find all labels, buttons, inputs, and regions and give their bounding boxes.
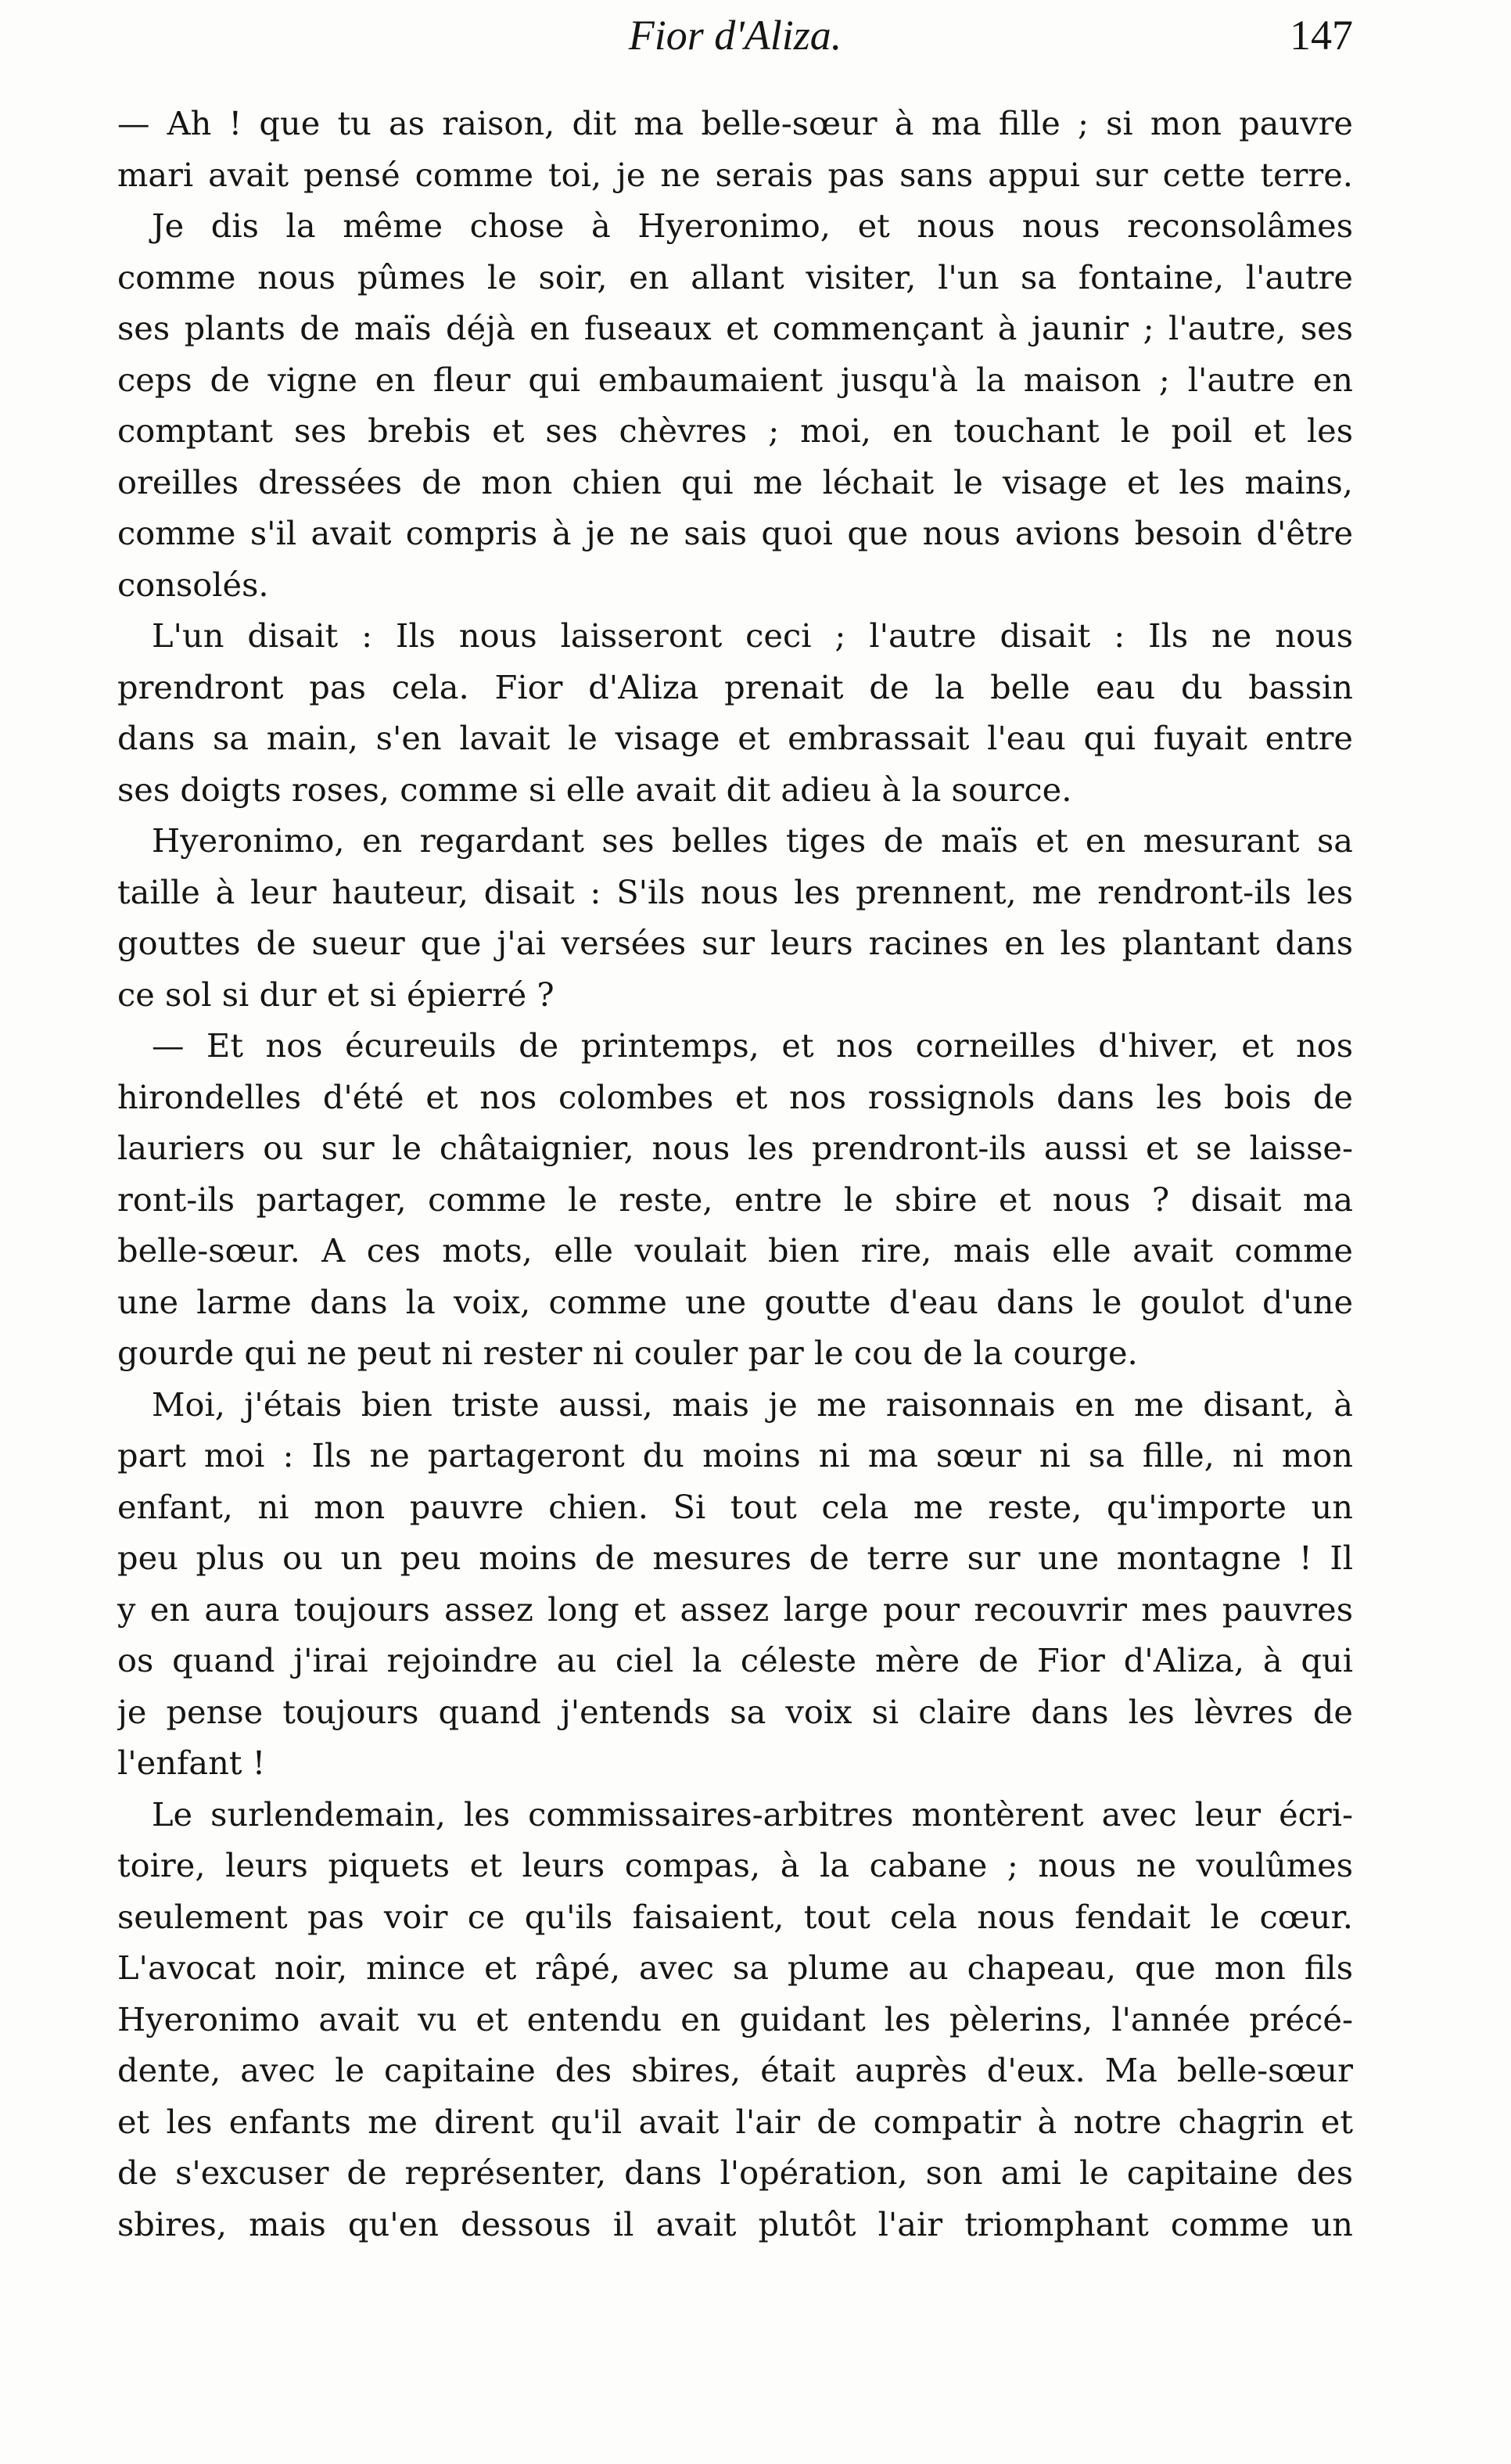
text-line: l'enfant ! <box>117 1744 266 1782</box>
text-line: une larme dans la voix, comme une goutte d'eau dans le goulot d'une <box>117 1282 1353 1321</box>
text-line: Hyeronimo avait vu et entendu en guidant les pèlerins, l'année précé- <box>117 1999 1353 2038</box>
text-line: sbires, mais qu'en dessous il avait plutôt l'air triomphant comme un <box>117 2204 1353 2243</box>
text-line: ses doigts roses, comme si elle avait dit adieu à la source. <box>117 770 1072 809</box>
text-line: L'un disait : Ils nous laisseront ceci ; l'autre disait : Ils ne nous <box>152 616 1353 655</box>
text-line: belle-sœur. A ces mots, elle voulait bien rire, mais elle avait comme <box>117 1231 1353 1270</box>
text-line: Je dis la même chose à Hyeronimo, et nous nous reconsolâmes <box>152 207 1353 245</box>
text-line: enfant, ni mon pauvre chien. Si tout cela me reste, qu'importe un <box>117 1487 1353 1526</box>
text-line: taille à leur hauteur, disait : S'ils nous les prennent, me rendront-ils les <box>117 872 1353 911</box>
text-line: Le surlendemain, les commissaires-arbitres montèrent avec leur écri- <box>152 1794 1353 1834</box>
running-head <box>117 8 1353 63</box>
text-line: dente, avec le capitaine des sbires, était auprès d'eux. Ma belle-sœur <box>117 2051 1353 2089</box>
body-text <box>117 98 1353 2250</box>
running-title: Fior d'Aliza. <box>628 12 842 59</box>
text-line: ceps de vigne en fleur qui embaumaient jusqu'à la maison ; l'autre en <box>117 360 1353 399</box>
text-line: Hyeronimo, en regardant ses belles tiges de maïs et en mesurant sa <box>152 821 1353 860</box>
text-line: dans sa main, s'en lavait le visage et embrassait l'eau qui fuyait entre <box>117 719 1353 757</box>
text-line: je pense toujours quand j'entends sa voix si claire dans les lèvres de <box>117 1692 1353 1731</box>
text-line: ses plants de maïs déjà en fuseaux et commençant à jaunir ; l'autre, ses <box>117 309 1353 347</box>
text-line: os quand j'irai rejoindre au ciel la céleste mère de Fior d'Aliza, à qui <box>117 1641 1353 1679</box>
text-line: gouttes de sueur que j'ai versées sur leurs racines en les plantant dans <box>117 924 1353 962</box>
text-line: oreilles dressées de mon chien qui me léchait le visage et les mains, <box>117 462 1353 501</box>
text-line: comme s'il avait compris à je ne sais quoi que nous avions besoin d'être <box>117 514 1353 552</box>
text-line: part moi : Ils ne partageront du moins ni ma sœur ni sa fille, ni mon <box>117 1436 1353 1474</box>
text-line: mari avait pensé comme toi, je ne serais pas sans appui sur cette terre. <box>117 155 1353 194</box>
text-line: comptant ses brebis et ses chèvres ; moi, en touchant le poil et les <box>117 411 1353 450</box>
text-line: de s'excuser de représenter, dans l'opération, son ami le capitaine des <box>117 2153 1353 2192</box>
text-line: — Ah ! que tu as raison, dit ma belle-sœur à ma fille ; si mon pauvre <box>117 104 1353 142</box>
text-line: Moi, j'étais bien triste aussi, mais je me raisonnais en me disant, à <box>152 1385 1353 1424</box>
text-line: seulement pas voir ce qu'ils faisaient, tout cela nous fendait le cœur. <box>117 1897 1353 1936</box>
text-line: et les enfants me dirent qu'il avait l'air de compatir à notre chagrin et <box>117 2102 1353 2141</box>
text-line: ront-ils partager, comme le reste, entre le sbire et nous ? disait ma <box>117 1180 1353 1219</box>
text-line: comme nous pûmes le soir, en allant visiter, l'un sa fontaine, l'autre <box>117 257 1353 296</box>
text-line: L'avocat noir, mince et râpé, avec sa plume au chapeau, que mon fils <box>117 1949 1353 1987</box>
text-line: peu plus ou un peu moins de mesures de terre sur une montagne ! Il <box>117 1539 1353 1577</box>
text-line: toire, leurs piquets et leurs compas, à la cabane ; nous ne voulûmes <box>117 1846 1353 1884</box>
text-line: hirondelles d'été et nos colombes et nos rossignols dans les bois de <box>117 1077 1353 1116</box>
text-line: consolés. <box>117 565 269 604</box>
text-line: ce sol si dur et si épierré ? <box>117 975 555 1014</box>
text-line: lauriers ou sur le châtaignier, nous les prendront-ils aussi et se laisse- <box>117 1129 1353 1167</box>
text-line: gourde qui ne peut ni rester ni couler par le cou de la courge. <box>117 1334 1138 1372</box>
text-line: prendront pas cela. Fior d'Aliza prenait de la belle eau du bassin <box>117 667 1353 706</box>
text-line: y en aura toujours assez long et assez large pour recouvrir mes pauvres <box>117 1589 1353 1629</box>
text-line: — Et nos écureuils de printemps, et nos corneilles d'hiver, et nos <box>152 1026 1353 1065</box>
page-number: 147 <box>1290 12 1353 59</box>
